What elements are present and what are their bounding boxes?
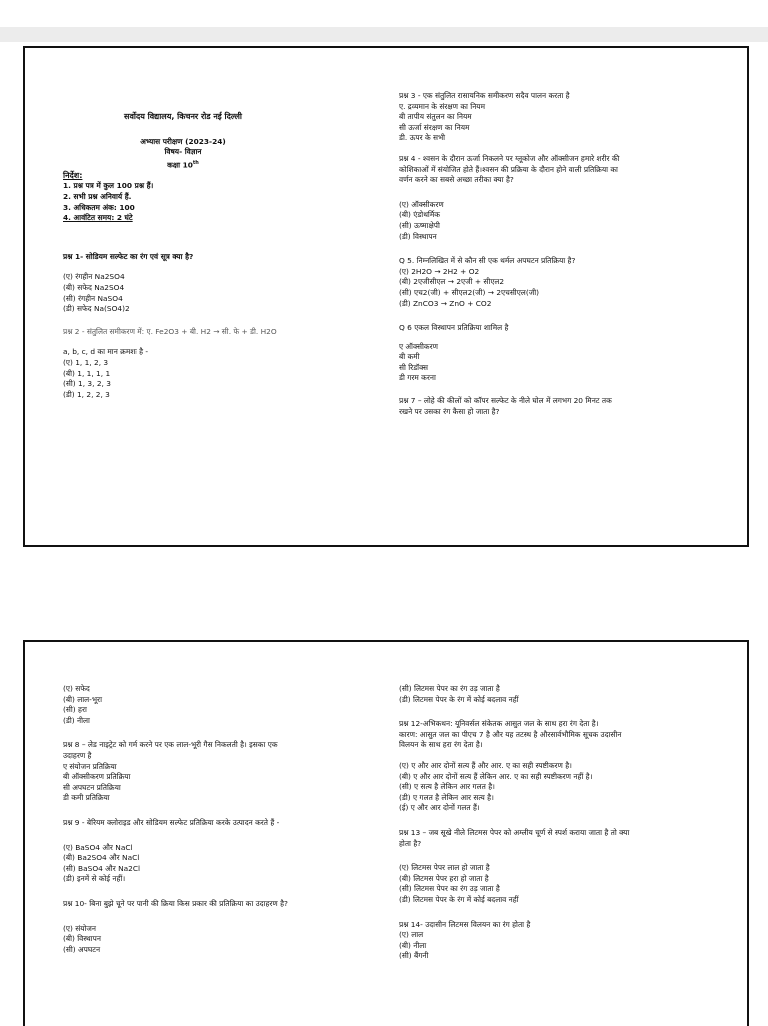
instruction-item: 4. आवंटित समय: 2 घंटे (63, 213, 133, 223)
q3-option: बी तापीय संतुलन का नियम (399, 112, 472, 122)
q7-option: (बी) लाल-भूरा (63, 694, 102, 704)
question-12-line: कारण: आसुत जल का पीएच 7 है और यह तटस्थ है औरसार्वभौमिक सूचक उदासीन (399, 729, 622, 739)
q6-option: ए ऑक्सीकरण (399, 341, 438, 351)
exam-title: अभ्यास परीक्षण (2023-24) (140, 136, 226, 146)
q8-option: डी कमी प्रतिक्रिया (63, 793, 110, 803)
page2-left-column (63, 684, 393, 955)
q3-option: डी. ऊपर के सभी (399, 133, 446, 143)
question-7-line: प्रश्न 7 – लोहे की कीलों को कॉपर सल्फेट के नीले घोल में लगभग 20 मिनट तक (399, 396, 612, 406)
page1-left-column (63, 112, 363, 400)
q12-option: (सी) ए सत्य है लेकिन आर गलत है। (399, 782, 495, 792)
q1-option: (डी) सफेद Na(SO4)2 (63, 304, 130, 314)
q10-option: (ए) संयोजन (63, 923, 96, 933)
class-superscript: th (192, 159, 199, 166)
q4-option: (डी) विस्थापन (399, 231, 437, 241)
q5-option: (सी) एच2(जी) + सीएल2(जी) → 2एचसीएल(जी) (399, 287, 539, 297)
q4-option: (बी) एंडोथर्मिक (399, 210, 440, 220)
q2-option: (डी) 1, 2, 2, 3 (63, 389, 110, 399)
question-4-line: वर्णन करने का सबसे अच्छा तरीका क्या है? (399, 175, 514, 185)
question-13-line: होता है? (399, 838, 422, 848)
q8-option: बी ऑक्सीकरण प्रतिक्रिया (63, 772, 131, 782)
question-13-line: प्रश्न 13 – जब सूखे नीले लिटमस पेपर को अम्लीय चूर्ण से स्पर्श कराया जाता है तो क्या (399, 827, 630, 837)
question-1: प्रश्न 1- सोडियम सल्फेट का रंग एवं सूत्र क्या है? (63, 251, 194, 261)
q9-option: (डी) इनमें से कोई नहीं। (63, 874, 126, 884)
q3-option: सी ऊर्जा संरक्षण का नियम (399, 122, 470, 132)
q7-option: (सी) हरा (63, 705, 87, 715)
q14-option: (ए) लाल (399, 930, 424, 940)
viewer-top-bar (0, 27, 768, 42)
question-4-line: कोशिकाओं में संयोजित होते हैं।श्वसन की प्रक्रिया के दौरान होने वाली प्रतिक्रिया का (399, 164, 618, 174)
q6-option: सी रिडॉक्स (399, 362, 429, 372)
q1-option: (सी) रंगहीन NaSO4 (63, 293, 123, 303)
q11-option: (सी) लिटमस पेपर का रंग उड़ जाता है (399, 684, 500, 693)
document-page-1 (23, 46, 749, 547)
question-12-line: विलयन के साथ हरा रंग देता है। (399, 740, 483, 750)
subject-line: विषय- विज्ञान (164, 147, 202, 157)
q14-option: (बी) नीला (399, 940, 427, 950)
q12-option: (बी) ए और आर दोनों सत्य हैं लेकिन आर. ए का सही स्पष्टीकरण नहीं है। (399, 771, 593, 781)
question-14: प्रश्न 14- उदासीन लिटमस विलयन का रंग होता है (399, 919, 531, 929)
question-8-line: प्रश्न 8 – लेड नाइट्रेट को गर्म करने पर एक लाल-भूरी गैस निकलती है। इसका एक (63, 740, 278, 750)
question-3: प्रश्न 3 - एक संतुलित रासायनिक समीकरण सदैव पालन करता है (399, 91, 570, 100)
q12-option: (डी) ए गलत है लेकिन आर सत्य है। (399, 792, 494, 802)
instructions-title: निर्देश: (63, 170, 83, 180)
q13-option: (बी) लिटमस पेपर हरा हो जाता है (399, 873, 489, 883)
q2-option: (सी) 1, 3, 2, 3 (63, 379, 111, 389)
school-name: सर्वोदय विद्यालय, किचनर रोड नई दिल्ली (124, 112, 242, 121)
q12-option: (ई) ए और आर दोनों गलत हैं। (399, 803, 480, 813)
q4-option: (ए) ऑक्सीकरण (399, 199, 444, 209)
q4-option: (सी) ऊष्माक्षेपी (399, 220, 440, 230)
question-8-line: उदाहरण है (63, 750, 92, 760)
page1-right-column (399, 91, 739, 417)
q13-option: (डी) लिटमस पेपर के रंग में कोई बदलाव नहीं (399, 894, 519, 904)
question-10: प्रश्न 10- बिना बुझे चूने पर पानी की क्रिया किस प्रकार की प्रतिक्रिया का उदाहरण है? (63, 898, 288, 908)
q3-option: ए. द्रव्यमान के संरक्षण का नियम (399, 101, 486, 111)
question-2: प्रश्न 2 - संतुलित समीकरण में: ए. Fe2O3 + बी. H2 → सी. फे + डी. H2O (63, 326, 277, 336)
document-page-2 (23, 640, 749, 1026)
q10-option: (बी) विस्थापन (63, 934, 101, 944)
question-12-line: प्रश्न 12-अभिकथन: यूनिवर्सल संकेतक आसुत जल के साथ हरा रंग देता है। (399, 719, 599, 729)
question-7-line: रखने पर उसका रंग कैसा हो जाता है? (399, 406, 500, 416)
q6-option: बी कमी (399, 352, 420, 362)
q5-option: (डी) ZnCO3 → ZnO + CO2 (399, 298, 492, 308)
q9-option: (ए) BaSO4 और NaCl (63, 842, 133, 852)
q5-option: (ए) 2H2O → 2H2 + O2 (399, 266, 480, 276)
question-5: Q 5. निम्नलिखित में से कौन सी एक थर्मल अपघटन प्रतिक्रिया है? (399, 256, 576, 266)
q8-option: ए संयोजन प्रतिक्रिया (63, 761, 117, 771)
q13-option: (सी) लिटमस पेपर का रंग उड़ जाता है (399, 884, 500, 894)
q11-option: (डी) लिटमस पेपर के रंग में कोई बदलाव नहीं (399, 694, 519, 704)
q14-option: (सी) बैंगनी (399, 951, 429, 961)
class-label: कक्षा 10 (167, 160, 193, 170)
q2-option: (बी) 1, 1, 1, 1 (63, 368, 111, 378)
q6-option: डी गरम करना (399, 373, 436, 383)
q1-option: (बी) सफेद Na2SO4 (63, 283, 125, 292)
q10-option: (सी) अपघटन (63, 944, 101, 954)
q8-option: सी अपघटन प्रतिक्रिया (63, 782, 121, 792)
q7-option: (ए) सफेद (63, 684, 90, 693)
q7-option: (डी) नीला (63, 715, 90, 725)
instruction-item: 3. अधिकतम अंक: 100 (63, 202, 135, 212)
q1-option: (ए) रंगहीन Na2SO4 (63, 272, 125, 282)
q2-subtext: a, b, c, d का मान क्रमशः है - (63, 347, 149, 357)
q9-option: (बी) Ba2SO4 और NaCl (63, 853, 140, 863)
question-6: Q 6 एकल विस्थापन प्रतिक्रिया शामिल है (399, 323, 509, 333)
instruction-item: 1. प्रश्न पत्र में कुल 100 प्रश्न हैं। (63, 181, 154, 191)
q13-option: (ए) लिटमस पेपर लाल हो जाता है (399, 863, 490, 873)
class-line (63, 158, 303, 171)
question-9: प्रश्न 9 - बेरियम क्लोराइड और सोडियम सल्फेट प्रतिक्रिया करके उत्पादन करते हैं - (63, 817, 280, 827)
question-4-line: प्रश्न 4 - श्वसन के दौरान ऊर्जा निकलने पर ग्लूकोज और ऑक्सीजन हमारे शरीर की (399, 153, 620, 163)
page2-right-column (399, 684, 739, 962)
q5-option: (बी) 2एजीसीएल → 2एजी + सीएल2 (399, 277, 505, 287)
q2-option: (ए) 1, 1, 2, 3 (63, 357, 109, 367)
q12-option: (ए) ए और आर दोनों सत्य हैं और आर. ए का सही स्पष्टीकरण है। (399, 760, 572, 770)
q9-option: (सी) BaSO4 और Na2Cl (63, 863, 141, 873)
instruction-item: 2. सभी प्रश्न अनिवार्य हैं. (63, 192, 132, 202)
